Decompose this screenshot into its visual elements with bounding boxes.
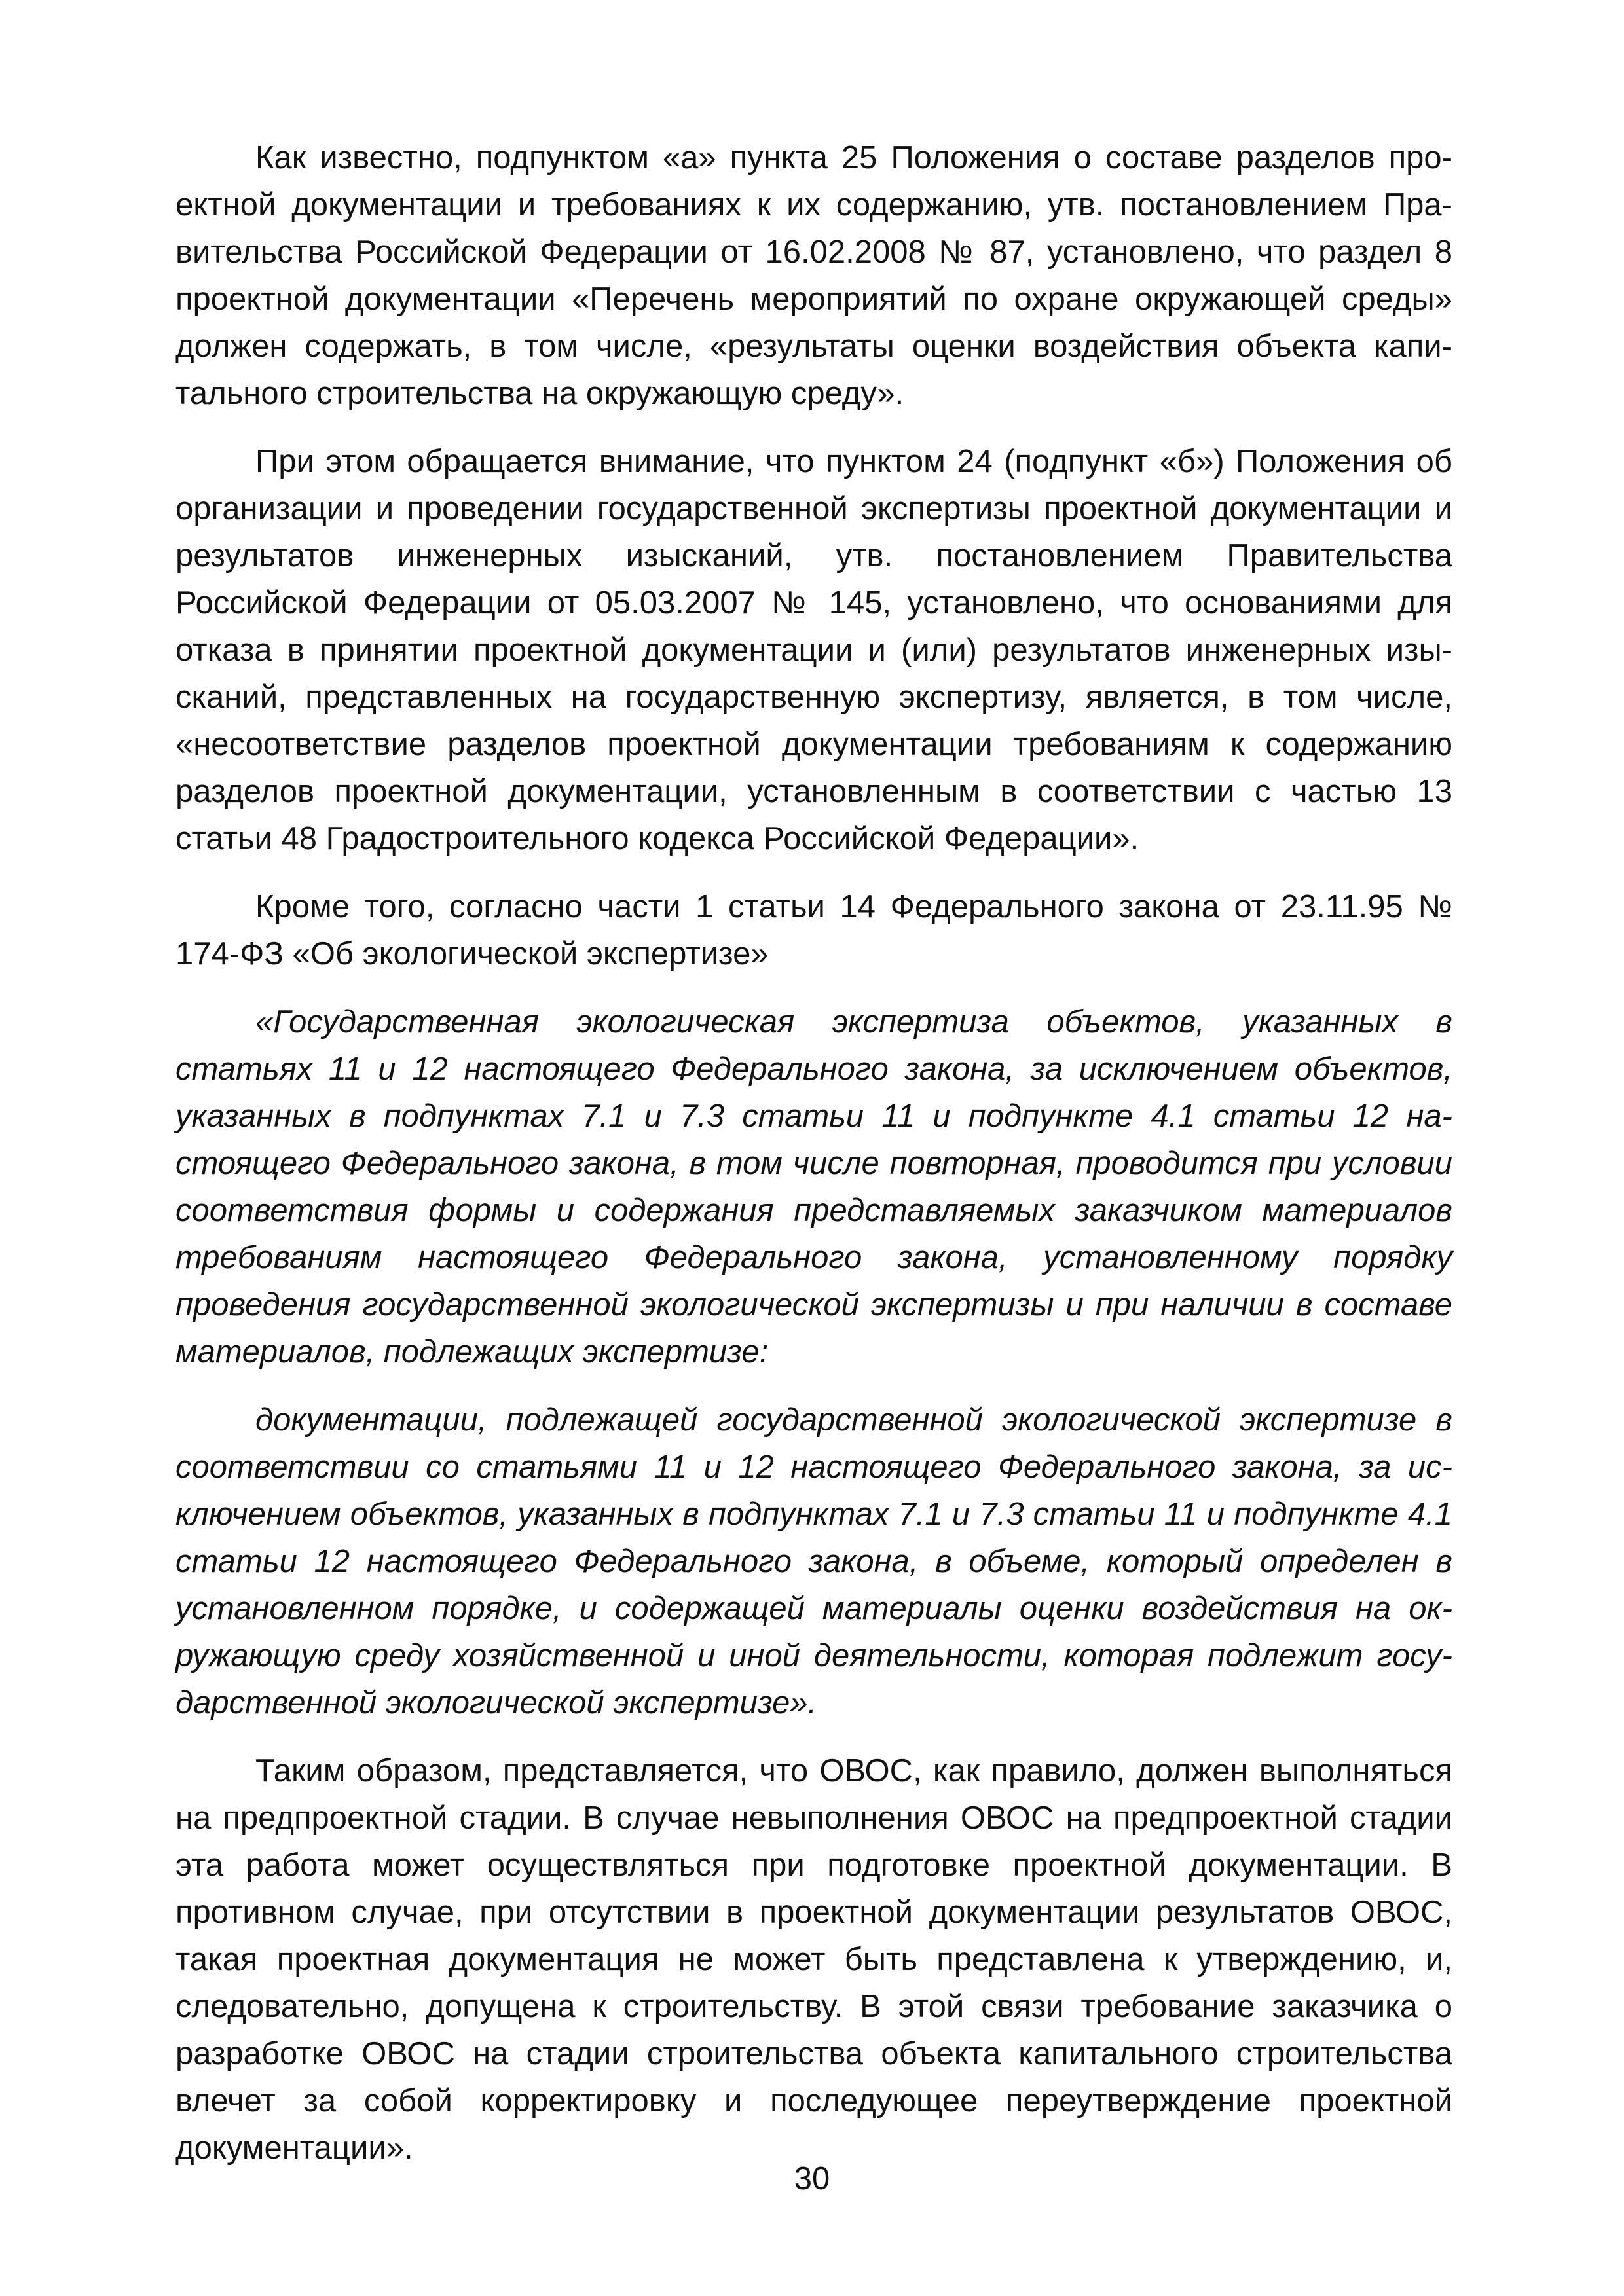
paragraph-federal-law-reference: Кроме того, согласно части 1 статьи 14 Федерального закона от 23.11.95 № 174-ФЗ «Об экологической экспертизе»	[175, 889, 1452, 972]
document-body	[175, 134, 1452, 2172]
paragraph-section-8-requirements: Как известно, подпунктом «а» пункта 25 Положения о составе разделов проектной документации и требованиях к их содержанию, утв. постановлением Правительства Российской Федерации от 16.02.2008 № 87, установлено, что раздел 8 проектной документации «Перечень мероприятий по охране окружающей среды» должен содержать, в том числе, «результаты оценки воздействия объекта капитального строительства на окружающую среду».	[175, 140, 1452, 411]
quote-documentation-requirements: документации, подлежащей государственной экологической экспертизе в соответствии со статьями 11 и 12 настоящего Федерального закона, за исключением объектов, указанных в подпунктах 7.1 и 7.3 статьи 11 и подпункте 4.1 статьи 12 настоящего Федерального закона, в объеме, который определен в установленном порядке, и содержащей материалы оценки воздействия на окружающую среду хозяйственной и иной деятельности, которая подлежит государственной экологической экспертизе».	[175, 1402, 1452, 1721]
paragraph-expertise-refusal-grounds: При этом обращается внимание, что пунктом 24 (подпункт «б») Положения об организации и проведении государственной экспертизы проектной документации и результатов инженерных изысканий, утв. постановлением Правительства Российской Федерации от 05.03.2007 № 145, установлено, что основаниями для отказа в принятии проектной документации и (или) результатов инженерных изысканий, представленных на государственную экспертизу, является, в том числе, «несоответствие разделов проектной документации требованиям к содержанию разделов проектной документации, установленным в соответствии с частью 13 статьи 48 Градостроительного кодекса Российской Федерации».	[175, 444, 1452, 856]
page-number: 30	[794, 2161, 830, 2196]
quote-ecological-expertise-conditions: «Государственная экологическая экспертиза объектов, указанных в статьях 11 и 12 настоящего Федерального закона, за исключением объектов, указанных в подпунктах 7.1 и 7.3 статьи 11 и подпункте 4.1 статьи 12 настоящего Федерального закона, в том числе повторная, проводится при условии соответствия формы и содержания представляемых заказчиком материалов требованиям настоящего Федерального закона, установленному порядку проведения государственной экологической экспертизы и при наличии в составе материалов, подлежащих экспертизе:	[175, 1004, 1452, 1370]
paragraph-conclusion-ovos: Таким образом, представляется, что ОВОС, как правило, должен выполняться на предпроектной стадии. В случае невыполнения ОВОС на предпроектной стадии эта работа может осуществляться при подготовке проектной документации. В противном случае, при отсутствии в проектной документации результатов ОВОС, такая проектная документация не может быть представлена к утверждению, и, следовательно, допущена к строительству. В этой связи требование заказчика о разработке ОВОС на стадии строительства объекта капитального строительства влечет за собой корректировку и последующее переутверждение проектной документации».	[175, 1753, 1452, 2166]
